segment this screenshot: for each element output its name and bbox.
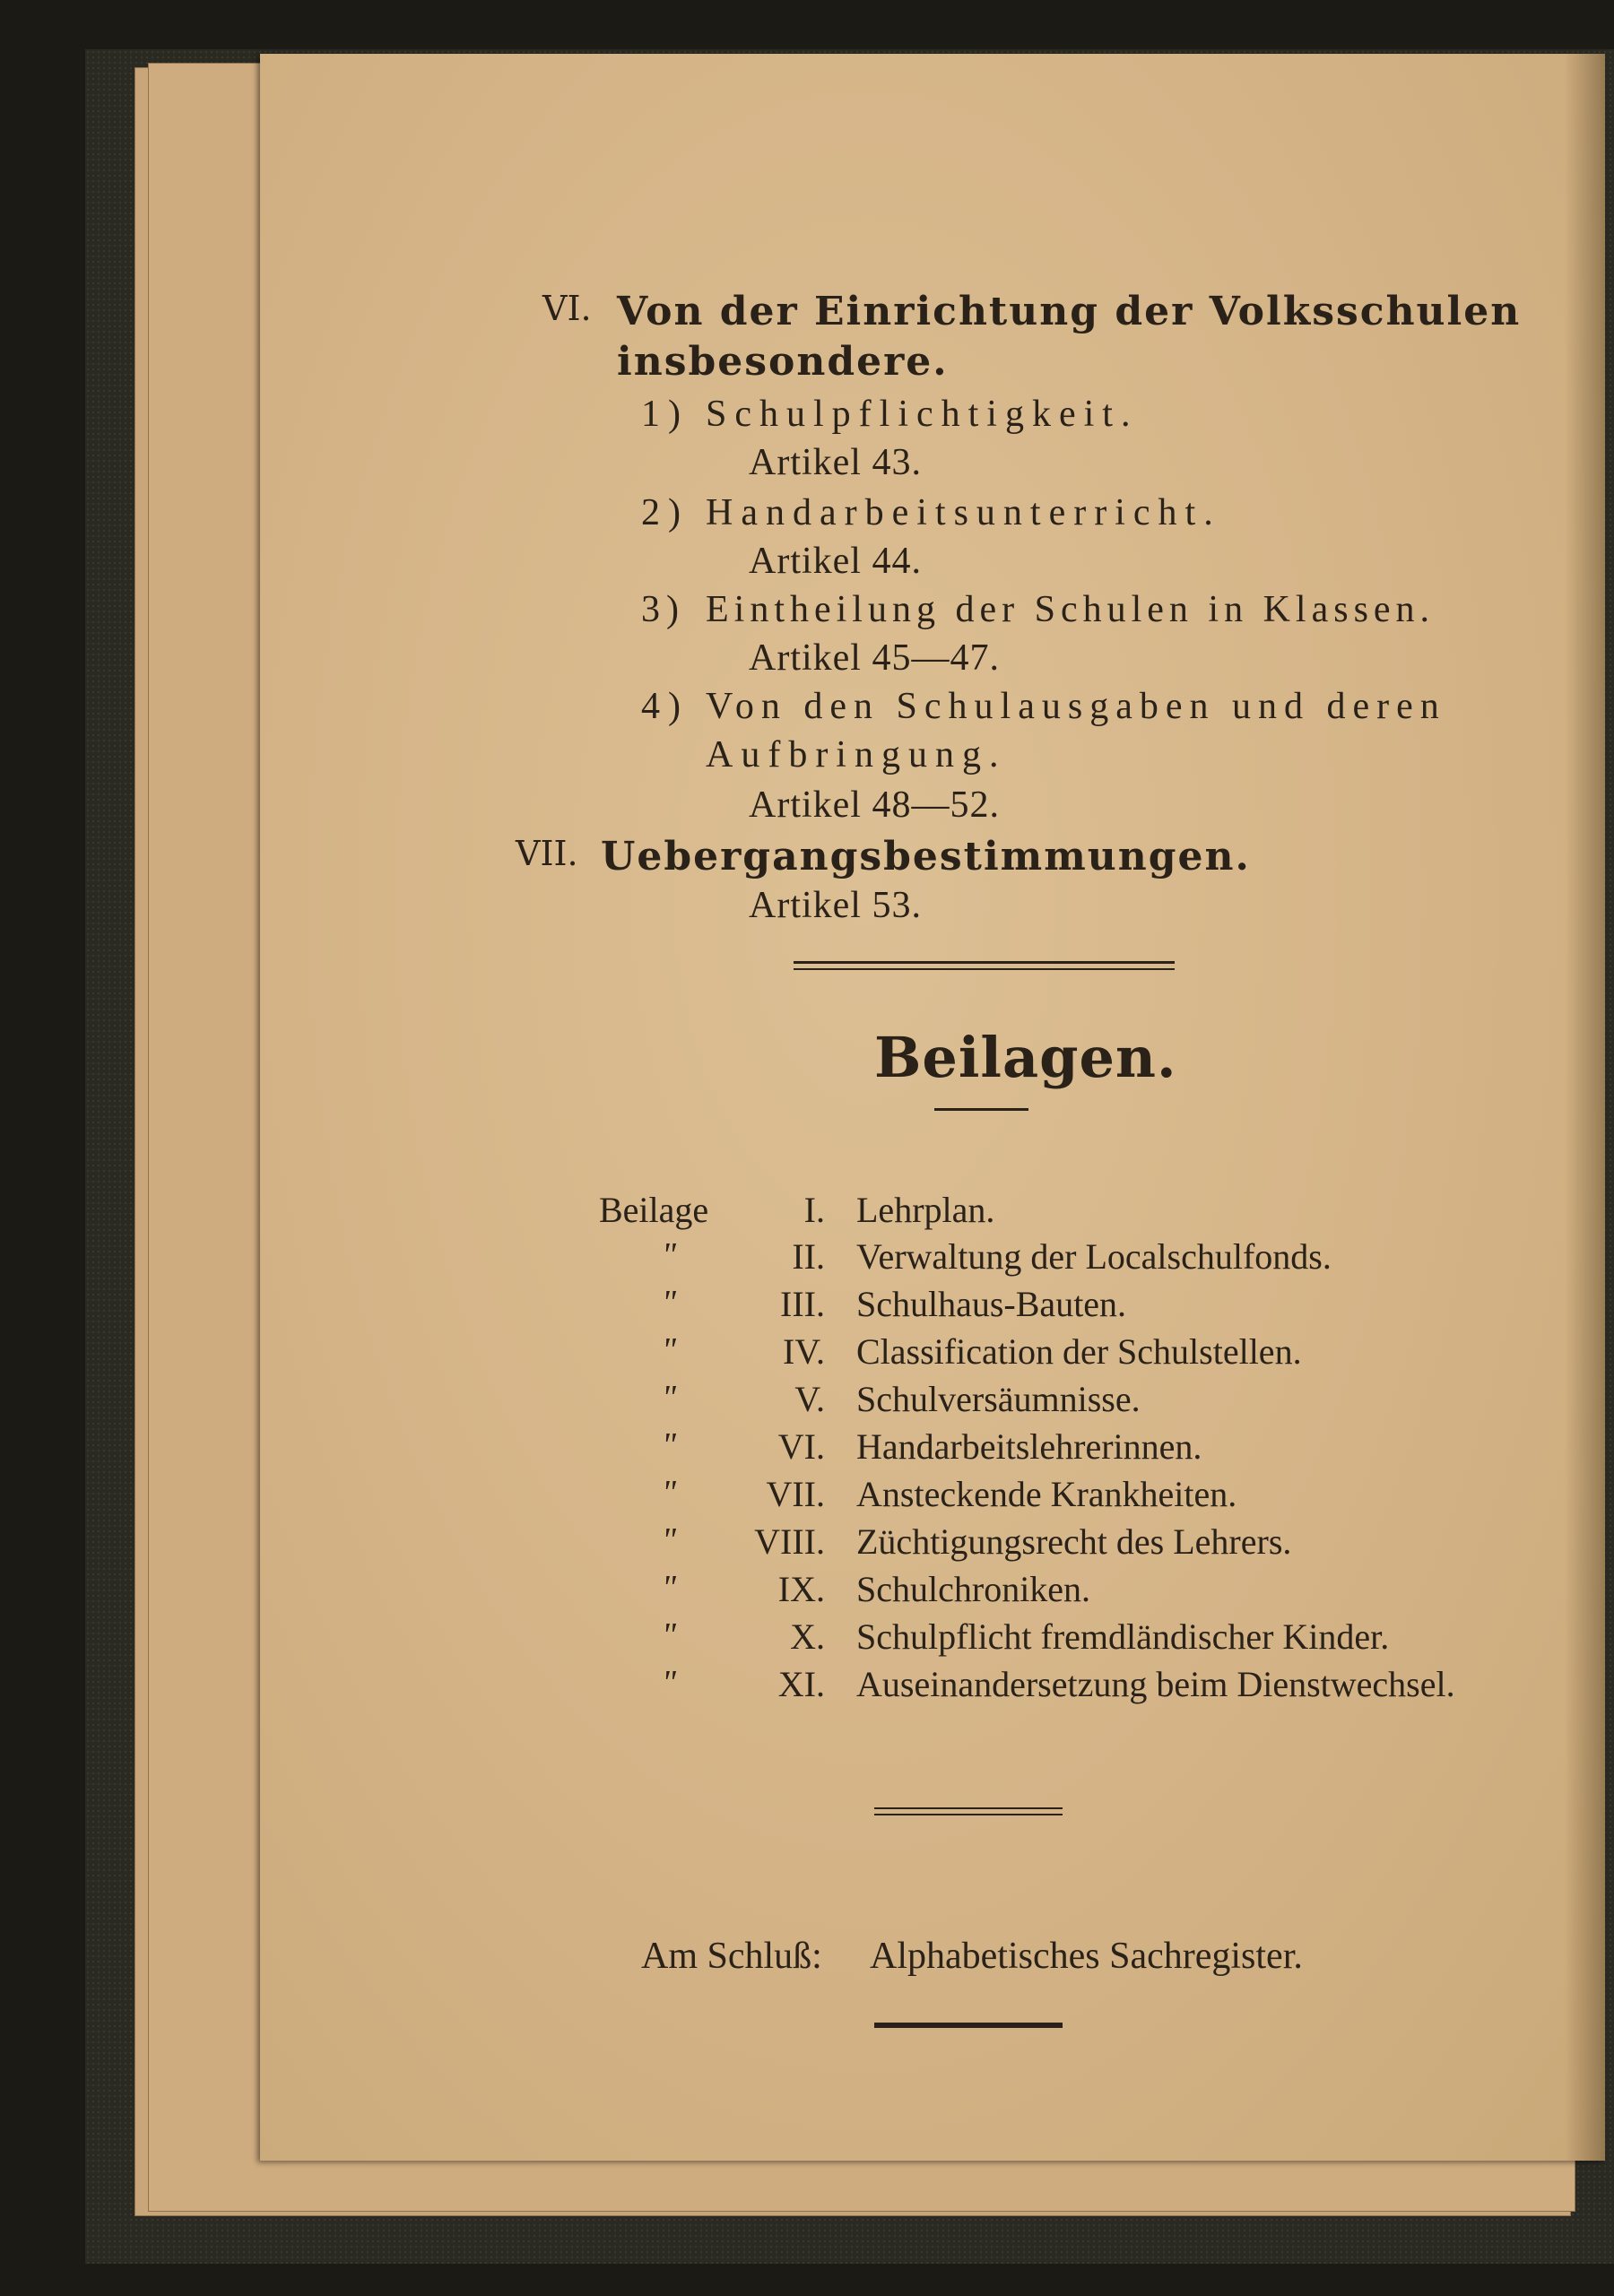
divider-rule bbox=[874, 1807, 1063, 1809]
toc-item-number: 3) bbox=[641, 589, 685, 630]
ditto-mark: " bbox=[662, 1379, 676, 1417]
beilage-title: Ansteckende Krankheiten. bbox=[856, 1474, 1237, 1514]
toc-item-number: 2) bbox=[641, 492, 689, 533]
ditto-mark: " bbox=[662, 1616, 676, 1654]
beilage-label: Beilage bbox=[599, 1190, 709, 1230]
beilage-numeral: IV. bbox=[782, 1331, 825, 1372]
toc-item-title: Schulpflichtigkeit. bbox=[706, 394, 1139, 435]
toc-item-title: Handarbeitsunterricht. bbox=[706, 492, 1221, 533]
ditto-mark: " bbox=[662, 1569, 676, 1607]
toc-item-articles: Artikel 53. bbox=[749, 885, 922, 926]
beilage-numeral: X. bbox=[790, 1616, 825, 1657]
ditto-mark: " bbox=[662, 1284, 676, 1321]
beilage-title: Classification der Schulstellen. bbox=[856, 1331, 1302, 1372]
toc-item-articles: Artikel 48—52. bbox=[749, 784, 1000, 826]
beilagen-heading: Beilagen. bbox=[874, 1025, 1177, 1090]
beilage-numeral: XI. bbox=[777, 1664, 825, 1704]
beilage-title: Schulpflicht fremdländischer Kinder. bbox=[856, 1616, 1390, 1657]
ditto-mark: " bbox=[662, 1664, 676, 1702]
beilage-numeral: IX. bbox=[777, 1569, 825, 1609]
appendix-title: Alphabetisches Sachregister. bbox=[870, 1936, 1303, 1977]
section-numeral: VI. bbox=[542, 289, 592, 328]
beilage-title: Schulchroniken. bbox=[856, 1569, 1091, 1609]
beilage-title: Lehrplan. bbox=[856, 1190, 995, 1230]
divider-rule bbox=[794, 968, 1175, 970]
toc-item-number: 4) bbox=[641, 686, 689, 727]
beilage-title: Auseinandersetzung beim Dienstwechsel. bbox=[856, 1664, 1455, 1704]
toc-item-articles: Artikel 45—47. bbox=[749, 637, 1000, 679]
beilage-numeral: II. bbox=[792, 1236, 825, 1277]
toc-item-title: Eintheilung der Schulen in Klassen. bbox=[706, 589, 1436, 630]
heading-underline bbox=[934, 1108, 1028, 1111]
section-numeral: VII. bbox=[516, 834, 578, 873]
page-gutter-shadow bbox=[1565, 54, 1605, 2161]
section-heading-continued: insbesondere. bbox=[617, 339, 949, 385]
ditto-mark: " bbox=[662, 1474, 676, 1512]
beilage-numeral: VII. bbox=[766, 1474, 825, 1514]
beilage-title: Züchtigungsrecht des Lehrers. bbox=[856, 1521, 1292, 1562]
ditto-mark: " bbox=[662, 1426, 676, 1464]
book-page bbox=[260, 54, 1605, 2161]
toc-item-title-continued: Aufbringung. bbox=[706, 734, 1007, 775]
beilage-numeral: I. bbox=[803, 1190, 825, 1230]
beilage-numeral: VIII. bbox=[754, 1521, 825, 1562]
beilage-numeral: III. bbox=[780, 1284, 825, 1324]
beilage-title: Verwaltung der Localschulfonds. bbox=[856, 1236, 1332, 1277]
ditto-mark: " bbox=[662, 1331, 676, 1369]
toc-item-number: 1) bbox=[641, 394, 689, 435]
end-rule bbox=[874, 2023, 1063, 2028]
divider-rule bbox=[794, 961, 1175, 964]
section-heading: Von der Einrichtung der Volksschulen bbox=[617, 289, 1522, 334]
toc-item-articles: Artikel 43. bbox=[749, 442, 922, 483]
toc-item-articles: Artikel 44. bbox=[749, 541, 922, 582]
toc-item-title: Von den Schulausgaben und deren bbox=[706, 686, 1446, 727]
divider-rule bbox=[874, 1814, 1063, 1815]
beilage-numeral: V. bbox=[794, 1379, 825, 1419]
section-heading: Uebergangsbestimmungen. bbox=[601, 834, 1251, 879]
appendix-label: Am Schluß: bbox=[641, 1936, 822, 1977]
beilage-title: Schulhaus-Bauten. bbox=[856, 1284, 1127, 1324]
beilage-title: Schulversäumnisse. bbox=[856, 1379, 1141, 1419]
ditto-mark: " bbox=[662, 1236, 676, 1274]
beilage-title: Handarbeitslehrerinnen. bbox=[856, 1426, 1202, 1467]
ditto-mark: " bbox=[662, 1521, 676, 1559]
beilage-numeral: VI. bbox=[777, 1426, 825, 1467]
